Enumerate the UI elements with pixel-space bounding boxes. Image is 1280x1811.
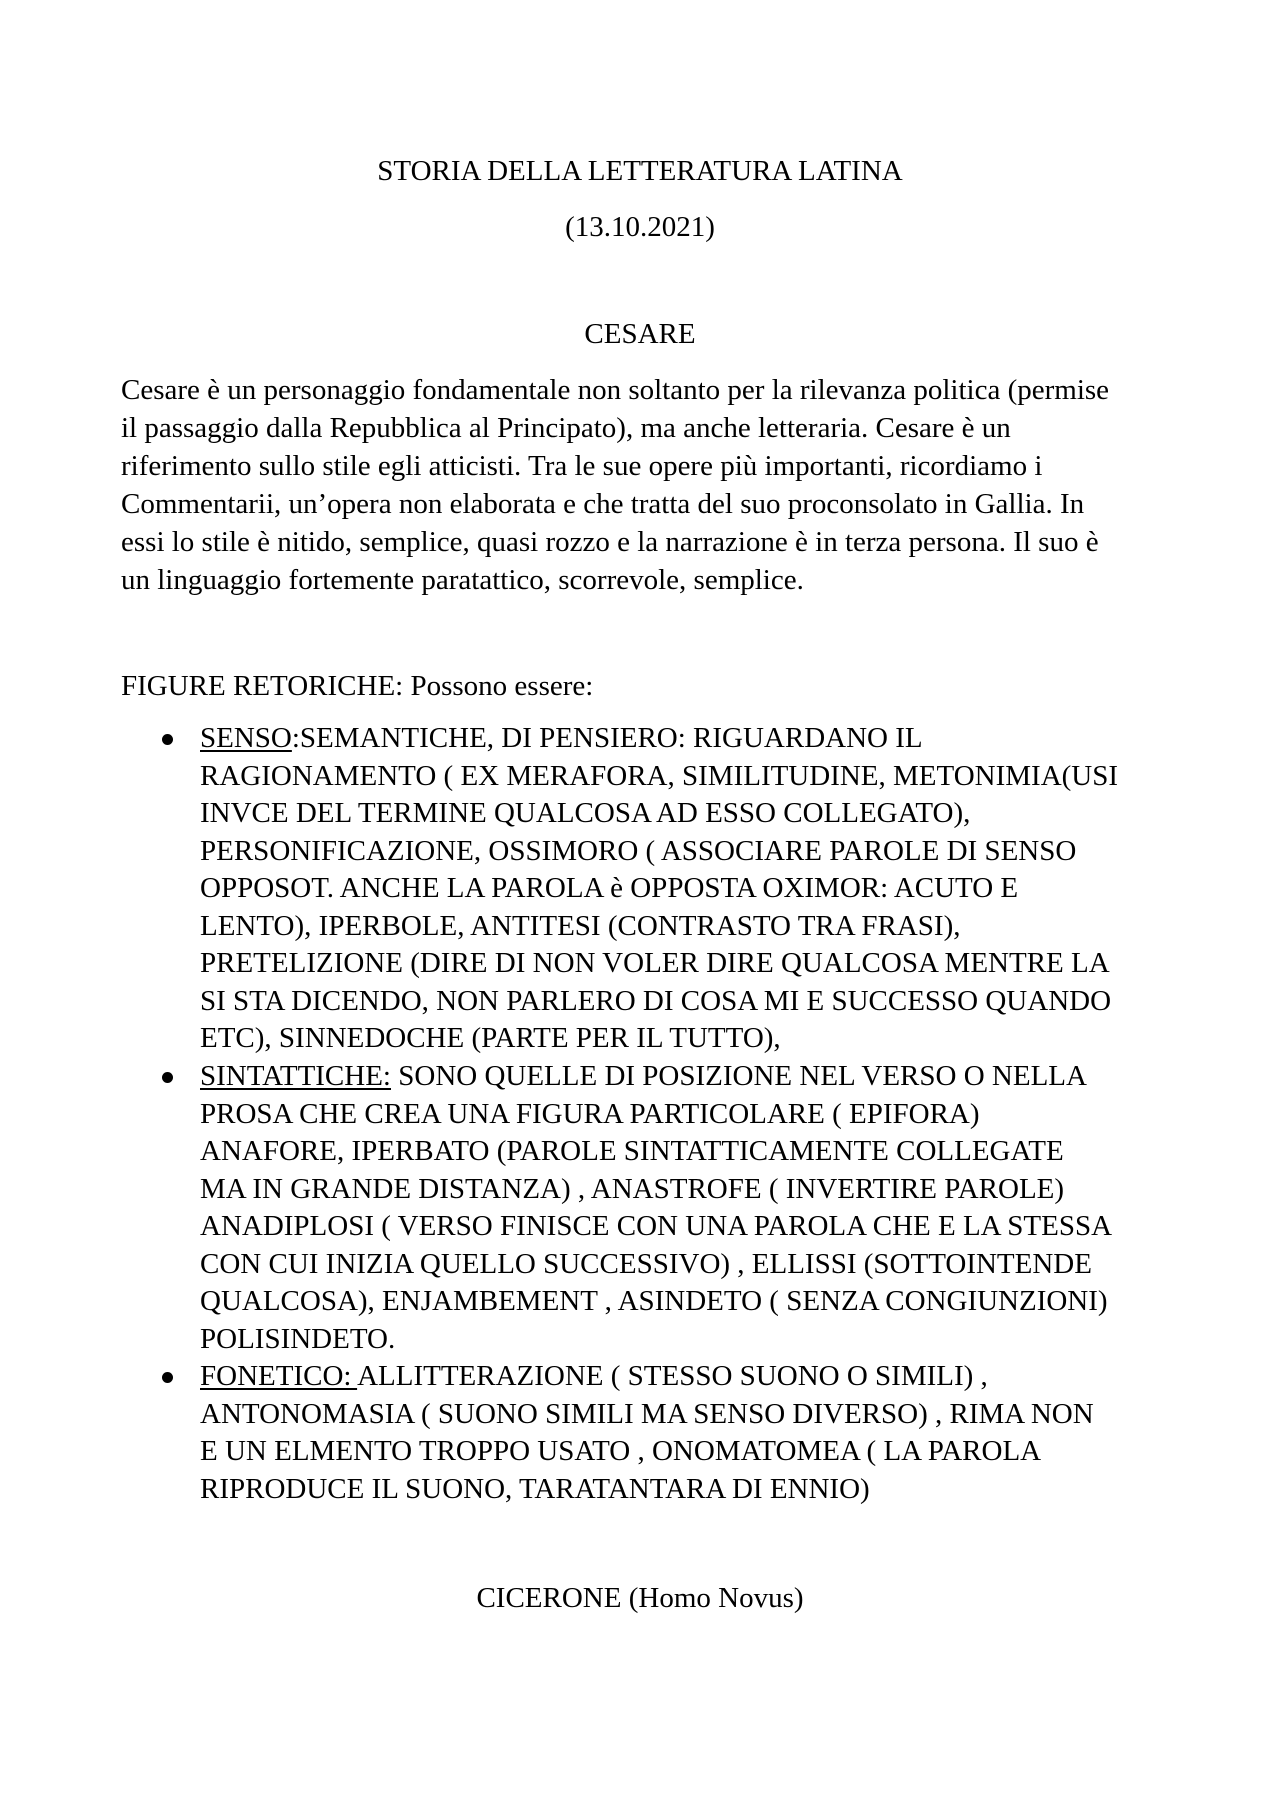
list-item-line: ANAFORE, IPERBATO (PAROLE SINTATTICAMENTE COLLEGATE <box>200 1135 1064 1167</box>
list-item-line: ANTONOMASIA ( SUONO SIMILI MA SENSO DIVERSO) , RIMA NON <box>200 1397 1094 1430</box>
list-item-line: CON CUI INIZIA QUELLO SUCCESSIVO) , ELLISSI (SOTTOINTENDE <box>200 1247 1092 1280</box>
list-item-line: RIPRODUCE IL SUONO, TARATANTARA DI ENNIO) <box>200 1472 870 1505</box>
paragraph-line: il passaggio dalla Repubblica al Principato), ma anche letteraria. Cesare è un <box>121 412 1011 444</box>
document-title: STORIA DELLA LETTERATURA LATINA <box>377 155 903 187</box>
list-item-line: PRETELIZIONE (DIRE DI NON VOLER DIRE QUALCOSA MENTRE LA <box>200 947 1110 979</box>
list-item-first-rest: ALLITTERAZIONE ( STESSO SUONO O SIMILI) , <box>357 1360 988 1392</box>
list-item-line: ETC), SINNEDOCHE (PARTE PER IL TUTTO), <box>200 1022 781 1054</box>
document-date: (13.10.2021) <box>565 211 715 243</box>
list-item-first-line <box>200 1358 1200 1396</box>
bullet-icon <box>162 1372 173 1383</box>
list-item-line: RAGIONAMENTO ( EX MERAFORA, SIMILITUDINE, METONIMIA(USI <box>200 759 1119 792</box>
list-item-line: SI STA DICENDO, NON PARLERO DI COSA MI E SUCCESSO QUANDO <box>200 984 1112 1017</box>
list-item-label: FONETICO: <box>200 1360 358 1392</box>
list-item-line: QUALCOSA), ENJAMBEMENT , ASINDETO ( SENZA CONGIUNZIONI) <box>200 1285 1108 1317</box>
list-item-first-rest: SONO QUELLE DI POSIZIONE NEL VERSO O NELLA <box>391 1060 1087 1092</box>
paragraph-line: riferimento sullo stile egli atticisti. Tra le sue opere più importanti, ricordiamo i <box>121 450 1043 482</box>
list-item-label: SENSO <box>200 722 292 754</box>
list-item-line: LENTO), IPERBOLE, ANTITESI (CONTRASTO TRA FRASI), <box>200 909 961 942</box>
list-item-line: INVCE DEL TERMINE QUALCOSA AD ESSO COLLEGATO), <box>200 797 971 829</box>
list-item-line: OPPOSOT. ANCHE LA PAROLA è OPPOSTA OXIMOR: ACUTO E <box>200 872 1019 904</box>
list-item-line: POLISINDETO. <box>200 1322 396 1355</box>
list-item-line: MA IN GRANDE DISTANZA) , ANASTROFE ( INVERTIRE PAROLE) <box>200 1172 1065 1205</box>
list-item-line: PERSONIFICAZIONE, OSSIMORO ( ASSOCIARE PAROLE DI SENSO <box>200 834 1077 867</box>
bullet-icon <box>162 1072 173 1083</box>
cesare-paragraph <box>121 371 1181 599</box>
list-item-label: SINTATTICHE: <box>200 1060 391 1092</box>
list-item-line: ANADIPLOSI ( VERSO FINISCE CON UNA PAROLA CHE E LA STESSA <box>200 1210 1113 1242</box>
section-title-cesare: CESARE <box>584 318 696 350</box>
list-item-first-rest: :SEMANTICHE, DI PENSIERO: RIGUARDANO IL <box>291 722 923 754</box>
paragraph-line: essi lo stile è nitido, semplice, quasi rozzo e la narrazione è in terza persona. Il suo è <box>121 526 1099 558</box>
paragraph-line: Commentarii, un’opera non elaborata e che tratta del suo proconsolato in Gallia. In <box>121 488 1085 520</box>
list-item-line: E UN ELMENTO TROPPO USATO , ONOMATOMEA ( LA PAROLA <box>200 1435 1042 1467</box>
bullet-icon <box>162 734 173 745</box>
paragraph-line: Cesare è un personaggio fondamentale non soltanto per la rilevanza politica (permise <box>121 374 1110 406</box>
list-item-line: PROSA CHE CREA UNA FIGURA PARTICOLARE ( EPIFORA) <box>200 1097 980 1130</box>
list-item-text <box>200 720 1200 1058</box>
list-item-first-line <box>200 1058 1200 1096</box>
list-item-first-line <box>200 720 1200 758</box>
section-title-cicerone: CICERONE (Homo Novus) <box>476 1582 804 1614</box>
list-item-text <box>200 1358 1200 1508</box>
list-item-text <box>200 1058 1200 1358</box>
figure-retoriche-heading: FIGURE RETORICHE: Possono essere: <box>121 670 594 702</box>
paragraph-line: un linguaggio fortemente paratattico, scorrevole, semplice. <box>121 564 804 596</box>
